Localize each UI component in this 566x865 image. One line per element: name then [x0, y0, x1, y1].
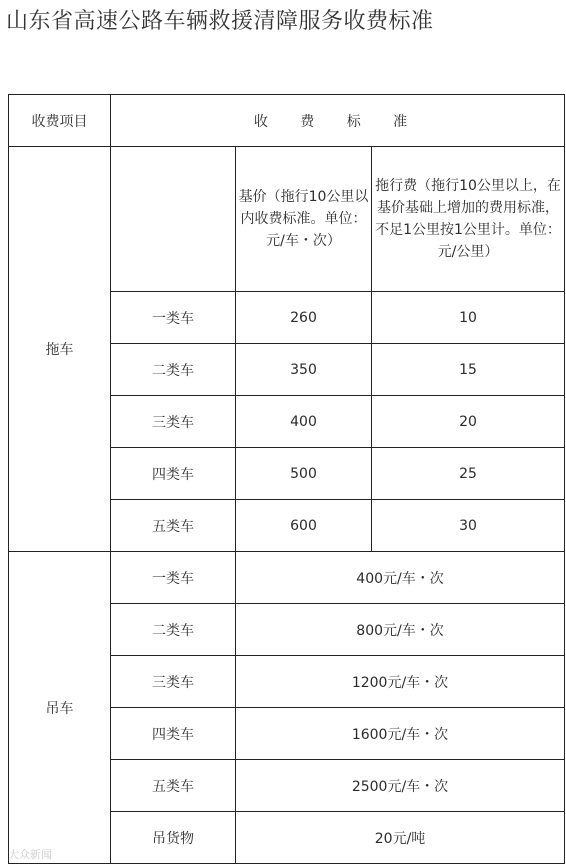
- crane-category-cell: 吊车: [9, 552, 111, 864]
- crane-fee-cell: 20元/吨: [236, 812, 565, 864]
- per-km-fee-cell: 20: [372, 396, 565, 448]
- fee-item-header: 收费项目: [9, 95, 111, 147]
- tow-subheader-row: [9, 147, 565, 292]
- vehicle-class-cell: 三类车: [111, 656, 236, 708]
- vehicle-class-cell: 五类车: [111, 500, 236, 552]
- per-km-fee-cell: 15: [372, 344, 565, 396]
- base-price-cell: 600: [236, 500, 372, 552]
- crane-fee-cell: 400元/车・次: [236, 552, 565, 604]
- tow-base-price-header: 基价（拖行10公里以内收费标准。单位：元/车・次）: [236, 147, 372, 292]
- table-row: [9, 552, 565, 604]
- per-km-fee-cell: 30: [372, 500, 565, 552]
- per-km-fee-cell: 25: [372, 448, 565, 500]
- base-price-cell: 400: [236, 396, 372, 448]
- watermark: 大众新闻: [8, 848, 52, 861]
- tow-vehicle-type-header: [111, 147, 236, 292]
- crane-fee-cell: 1200元/车・次: [236, 656, 565, 708]
- vehicle-class-cell: 五类车: [111, 760, 236, 812]
- fee-standard-table: [8, 94, 565, 864]
- vehicle-class-cell: 吊货物: [111, 812, 236, 864]
- crane-fee-cell: 1600元/车・次: [236, 708, 565, 760]
- vehicle-class-cell: 一类车: [111, 292, 236, 344]
- vehicle-class-cell: 四类车: [111, 448, 236, 500]
- crane-fee-cell: 2500元/车・次: [236, 760, 565, 812]
- page-title: 山东省高速公路车辆救援清障服务收费标准: [6, 9, 434, 34]
- base-price-cell: 350: [236, 344, 372, 396]
- base-price-cell: 500: [236, 448, 372, 500]
- vehicle-class-cell: 一类车: [111, 552, 236, 604]
- vehicle-class-cell: 二类车: [111, 604, 236, 656]
- crane-fee-cell: 800元/车・次: [236, 604, 565, 656]
- per-km-fee-cell: 10: [372, 292, 565, 344]
- vehicle-class-cell: 三类车: [111, 396, 236, 448]
- base-price-cell: 260: [236, 292, 372, 344]
- table-header-row: [9, 95, 565, 147]
- vehicle-class-cell: 四类车: [111, 708, 236, 760]
- tow-category-cell: 拖车: [9, 147, 111, 552]
- tow-per-km-header: 拖行费（拖行10公里以上，在基价基础上增加的费用标准，不足1公里按1公里计。单位：元/公里）: [372, 147, 565, 292]
- vehicle-class-cell: 二类车: [111, 344, 236, 396]
- fee-standard-header: 收 费 标 准: [111, 95, 565, 147]
